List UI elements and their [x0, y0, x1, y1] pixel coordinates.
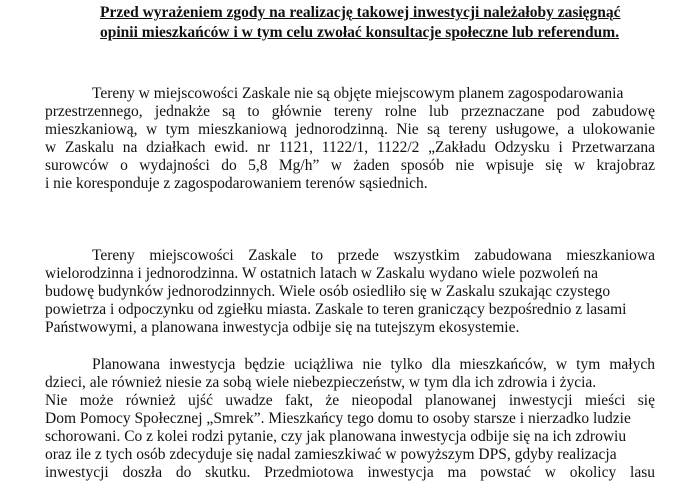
paragraph-line: dzieci, ale również niesie za sobą wiele niebezpieczeństw, w tym dla ich zdrowia i życia. — [45, 374, 597, 391]
paragraph-line: i nie koresponduje z zagospodarowaniem terenów sąsiednich. — [45, 175, 428, 192]
paragraph-line: schorowani. Co z kolei rodzi pytanie, czy jak planowana inwestycja odbije się na ich zdrowiu — [45, 428, 627, 445]
paragraph-line: powietrza i odpoczynku od zgiełku miasta. Zaskale to teren graniczący bezpośrednio z lasami — [45, 301, 627, 318]
paragraph-line: surowców o wydajności do 5,8 Mg/h” w żaden sposób nie wpisuje się w krajobraz — [45, 157, 655, 174]
paragraph-line: Dom Pomocy Społecznej „Smrek”. Mieszkańcy tego domu to osoby starsze i nierzadko ludzie — [45, 410, 631, 427]
document-heading — [100, 3, 621, 43]
paragraph-zoning — [45, 85, 655, 193]
paragraph-line: mieszkaniową, w tym mieszkaniową jednorodzinną. Nie są tereny usługowe, a ulokowanie — [45, 121, 655, 138]
paragraph-line: przestrzennego, jednakże są to głównie tereny rolne lub przeznaczane pod zabudowę — [45, 103, 655, 120]
paragraph-line: Nie może również ujść uwadze fakt, że nieopodal planowanej inwestycji mieści się — [45, 392, 655, 409]
heading-line: Przed wyrażeniem zgody na realizację takowej inwestycji należałoby zasięgnąć — [100, 4, 621, 21]
paragraph-investment-risks — [45, 356, 655, 482]
paragraph-line: oraz ile z tych osób zdecyduje się nadal zamieszkiwać w powyższym DPS, gdyby realizacja — [45, 446, 617, 463]
paragraph-line: Tereny w miejscowości Zaskale nie są objęte miejscowym planem zagospodarowania — [92, 85, 624, 102]
paragraph-line: budowę budynków jednorodzinnych. Wiele osób osiedliło się w Zaskalu szukając czystego — [45, 283, 611, 300]
paragraph-line: Państwowymi, a planowana inwestycja odbije się na tutejszym ekosystemie. — [45, 319, 520, 336]
paragraph-line: w Zaskalu na działkach ewid. nr 1121, 1122/1, 1122/2 „Zakładu Odzysku i Przetwarzana — [45, 139, 655, 156]
paragraph-residential — [45, 247, 655, 337]
paragraph-line: Tereny miejscowości Zaskale to przede wszystkim zabudowana mieszkaniowa — [92, 247, 655, 264]
paragraph-line: inwestycji doszła do skutku. Przedmiotowa inwestycja ma powstać w okolicy lasu — [45, 464, 655, 481]
heading-line: opinii mieszkańców i w tym celu zwołać konsultacje społeczne lub referendum. — [100, 24, 620, 41]
paragraph-line: Planowana inwestycja będzie uciążliwa nie tylko dla mieszkańców, w tym małych — [92, 356, 655, 373]
paragraph-line: wielorodzinna i jednorodzinna. W ostatnich latach w Zaskalu wydano wiele pozwoleń na — [45, 265, 598, 282]
